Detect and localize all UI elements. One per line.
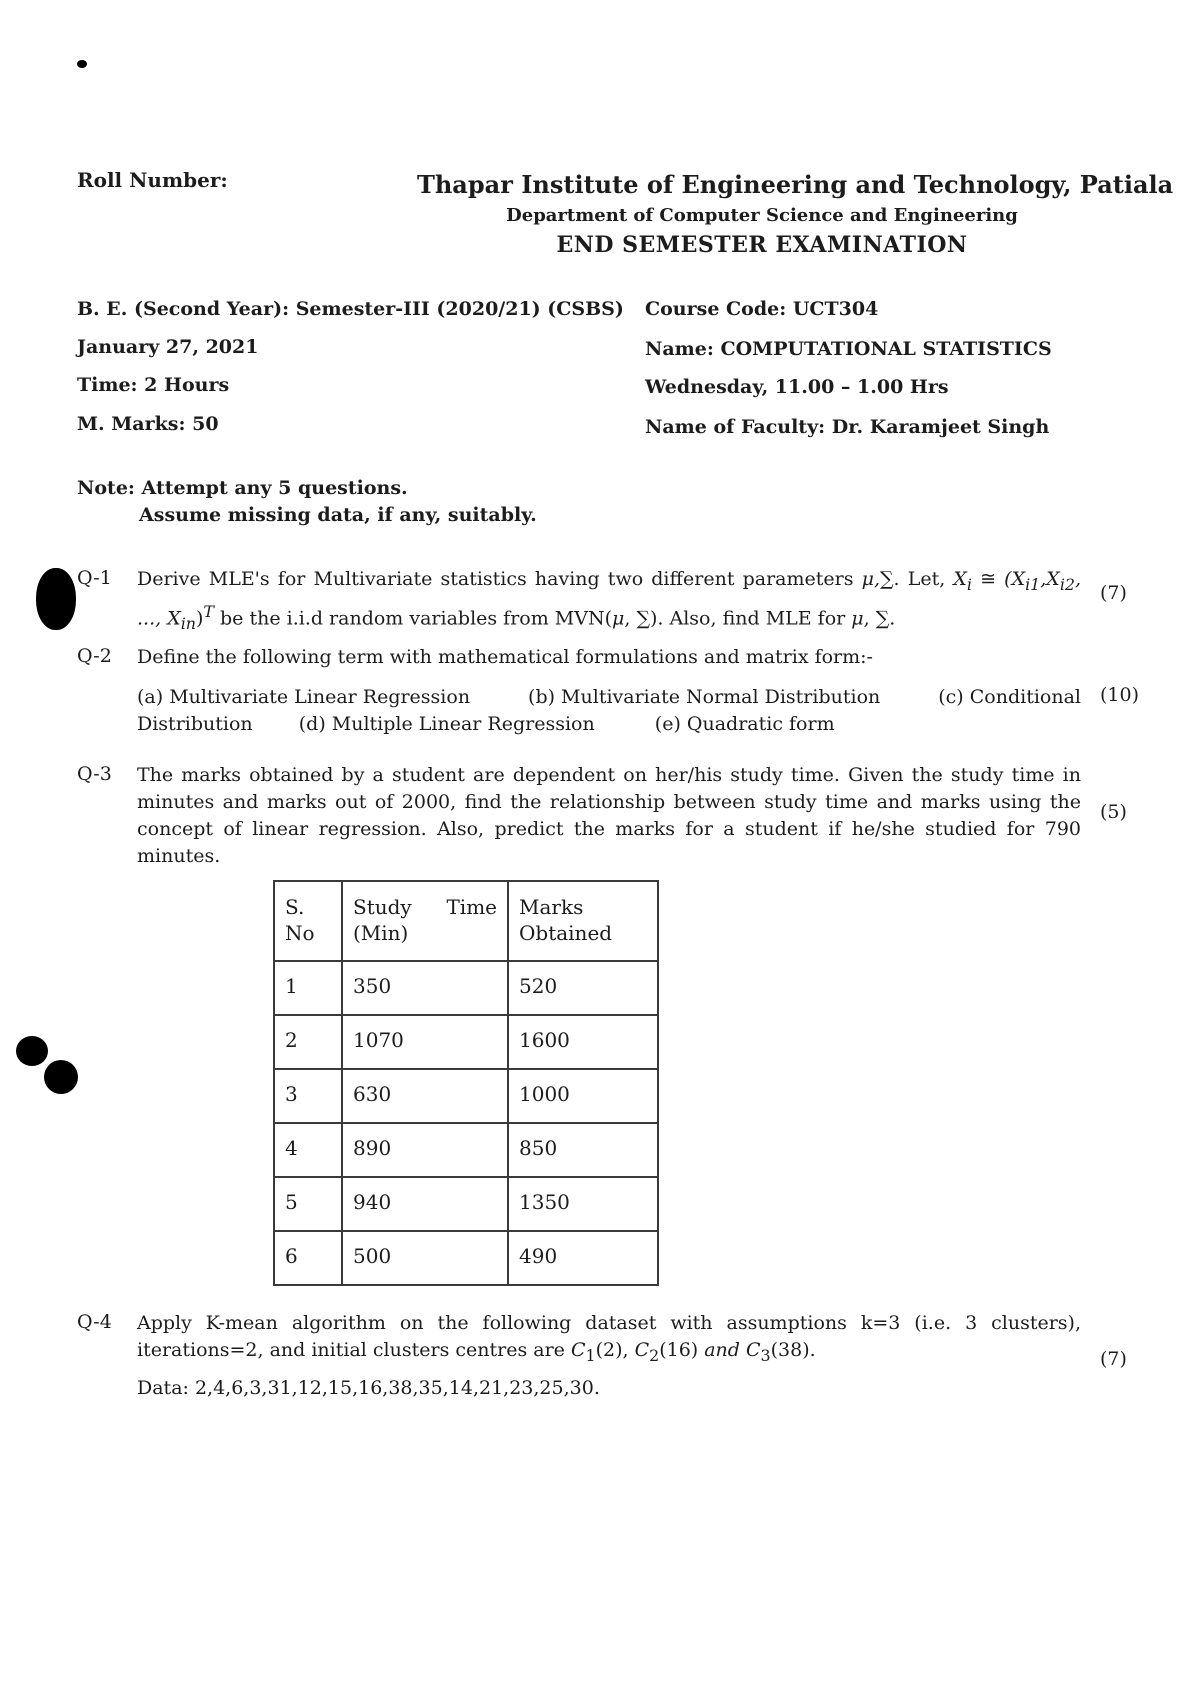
cell-study-time: 350: [342, 961, 508, 1015]
punch-hole-mark: [36, 568, 76, 630]
faculty-name: Name of Faculty: Dr. Karamjeet Singh: [645, 416, 1050, 438]
cell-marks: 1350: [508, 1177, 658, 1231]
header-sno: S. No: [274, 881, 342, 961]
header-marks: Marks Obtained: [508, 881, 658, 961]
program-info: B. E. (Second Year): Semester-III (2020/21) (CSBS): [77, 298, 624, 320]
option-b: (b) Multivariate Normal Distribution: [528, 686, 881, 708]
question-marks: (7): [1100, 582, 1127, 604]
question-number: Q-2: [77, 645, 112, 667]
cell-marks: 520: [508, 961, 658, 1015]
course-code: Course Code: UCT304: [645, 298, 879, 320]
question-2-options: [137, 684, 1081, 738]
cell-marks: 1000: [508, 1069, 658, 1123]
option-c: (c) Conditional: [938, 686, 1081, 708]
question-4-text: Apply K-mean algorithm on the following dataset with assumptions k=3 (i.e. 3 clusters), iterations=2, and initial clusters centres are $C_1(2)$, $C_2(16)$ and $C_3(38)$.: [137, 1312, 1081, 1365]
table-header-row: [274, 881, 658, 961]
cell-sno: 5: [274, 1177, 342, 1231]
cell-sno: 3: [274, 1069, 342, 1123]
question-number: Q-4: [77, 1311, 112, 1333]
table-row: [274, 1177, 658, 1231]
table-row: [274, 1231, 658, 1285]
question-number: Q-1: [77, 567, 112, 589]
department-name: Department of Computer Science and Engineering: [506, 205, 1018, 226]
cell-study-time: 1070: [342, 1015, 508, 1069]
cell-marks: 850: [508, 1123, 658, 1177]
study-marks-table: [273, 880, 659, 1286]
exam-title: END SEMESTER EXAMINATION: [556, 232, 968, 258]
question-number: Q-3: [77, 763, 112, 785]
question-marks: (7): [1100, 1348, 1127, 1370]
question-marks: (10): [1100, 684, 1140, 706]
exam-duration: Time: 2 Hours: [77, 374, 230, 396]
question-4-data: Data: 2,4,6,3,31,12,15,16,38,35,14,21,23,25,30.: [137, 1377, 600, 1399]
cell-marks: 490: [508, 1231, 658, 1285]
roll-number-label: Roll Number:: [77, 168, 228, 192]
exam-date: January 27, 2021: [77, 336, 259, 358]
question-1-text: Derive MLE's for Multivariate statistics having two different parameters μ,∑. Let, $X_i$ ≅ ($X_{i1},X_{i2}$, ..., $X_{in})^T$ be the i.i.d random variables from MVN(μ, ∑). Also, find MLE for μ, ∑.: [137, 568, 1082, 633]
punch-hole-mark: [16, 1036, 48, 1066]
institute-name: Thapar Institute of Engineering and Technology, Patiala: [417, 170, 1174, 199]
header-study-time: Study Time (Min): [342, 881, 508, 961]
ink-speck: [77, 60, 87, 68]
cell-marks: 1600: [508, 1015, 658, 1069]
note-line-2: Assume missing data, if any, suitably.: [139, 504, 537, 526]
option-e: (e) Quadratic form: [654, 713, 835, 735]
question-marks: (5): [1100, 801, 1127, 823]
cell-sno: 2: [274, 1015, 342, 1069]
table-row: [274, 1123, 658, 1177]
table-row: [274, 1015, 658, 1069]
option-d: (d) Multiple Linear Regression: [298, 713, 595, 735]
max-marks: M. Marks: 50: [77, 413, 219, 435]
option-a: (a) Multivariate Linear Regression: [137, 686, 471, 708]
course-name: Name: COMPUTATIONAL STATISTICS: [645, 338, 1052, 360]
cell-study-time: 940: [342, 1177, 508, 1231]
question-2-text: Define the following term with mathematical formulations and matrix form:-: [137, 646, 873, 668]
note-line-1: Note: Attempt any 5 questions.: [77, 477, 408, 499]
option-c-cont: Distribution: [137, 713, 253, 735]
cell-study-time: 890: [342, 1123, 508, 1177]
cell-study-time: 500: [342, 1231, 508, 1285]
punch-hole-mark: [44, 1060, 78, 1094]
cell-study-time: 630: [342, 1069, 508, 1123]
exam-day-time: Wednesday, 11.00 – 1.00 Hrs: [645, 376, 949, 398]
cell-sno: 6: [274, 1231, 342, 1285]
cell-sno: 4: [274, 1123, 342, 1177]
question-3-text: The marks obtained by a student are dependent on her/his study time. Given the study time in minutes and marks out of 2000, find the relationship between study time and marks using the concept of linear regression. Also, predict the marks for a student if he/she studied for 790 minutes.: [137, 764, 1081, 867]
table-row: [274, 1069, 658, 1123]
table-row: [274, 961, 658, 1015]
cell-sno: 1: [274, 961, 342, 1015]
